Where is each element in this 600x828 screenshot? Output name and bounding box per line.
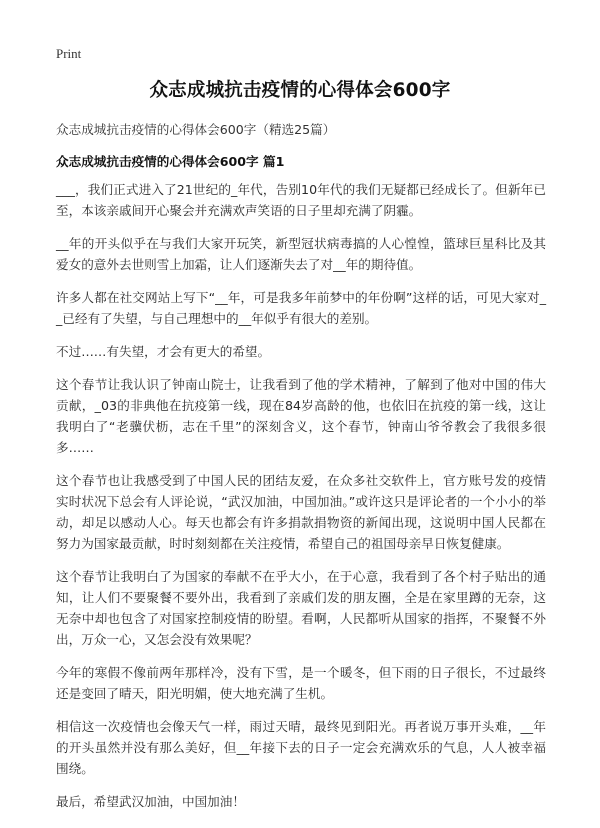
paragraph-3: 许多人都在社交网站上写下“__年，可是我多年前梦中的年份啊”这样的话，可见大家对__已经有了失望，与自己理想中的__年似乎有很大的差别。 (56, 290, 546, 326)
page-title: 众志成城抗击疫情的心得体会600字 (149, 80, 451, 101)
paragraph-8: 今年的寒假不像前两年那样冷，没有下雪，是一个暖冬，但下雨的日子很长，不过最终还是变回了晴天，阳光明媚，使大地充满了生机。 (56, 665, 546, 701)
paragraph-6: 这个春节也让我感受到了中国人民的团结友爱，在众多社交软件上，官方账号发的疫情实时状况下总会有人评论说，“武汉加油，中国加油。”或许这只是评论者的一个小小的举动，却足以感动人心。每天也都会有许多捐款捐物资的新闻出现，这说明中国人民都在努力为国家最贡献，时时刻刻都在关注疫情，希望自己的祖国母亲早日恢复健康。 (56, 473, 546, 551)
article-body (56, 179, 546, 824)
paragraph-1: ___，我们正式进入了21世纪的_年代，告别10年代的我们无疑都已经成长了。但新年已至，本该亲戚间开心聚会并充满欢声笑语的日子里却充满了阴霾。 (56, 182, 546, 218)
paragraph-2: __年的开头似乎在与我们大家开玩笑，新型冠状病毒搞的人心惶惶，篮球巨星科比及其爱女的意外去世则雪上加霜，让人们逐渐失去了对__年的期待值。 (56, 236, 546, 272)
article-subtitle: 众志成城抗击疫情的心得体会600字（精选25篇） (56, 122, 336, 137)
section-heading: 众志成城抗击疫情的心得体会600字 篇1 (56, 154, 285, 169)
paragraph-5: 这个春节让我认识了钟南山院士，让我看到了他的学术精神，了解到了他对中国的伟大贡献，_03的非典他在抗疫第一线，现在84岁高龄的他，也依旧在抗疫的第一线，这让我明白了“老骥伏枥，志在千里”的深刻含义，这个春节，钟南山爷爷教会了我很多很多…… (56, 377, 546, 455)
paragraph-4: 不过……有失望，才会有更大的希望。 (56, 344, 271, 359)
paragraph-9: 相信这一次疫情也会像天气一样，雨过天晴，最终见到阳光。再者说万事开头难，__年的开头虽然并没有那么美好，但__年接下去的日子一定会充满欢乐的气息，人人被幸福围绕。 (56, 719, 546, 776)
paragraph-7: 这个春节让我明白了为国家的奉献不在乎大小，在于心意，我看到了各个村子贴出的通知，让人们不要聚餐不要外出，我看到了亲戚们发的朋友圈，全是在家里蹲的无奈，这无奈中却也包含了对国家控制疫情的盼望。看啊，人民都听从国家的指挥，不聚餐不外出，万众一心，又怎会没有效果呢？ (56, 569, 546, 647)
paragraph-10: 最后，希望武汉加油，中国加油！ (56, 794, 245, 809)
print-link[interactable]: Print (56, 46, 82, 61)
